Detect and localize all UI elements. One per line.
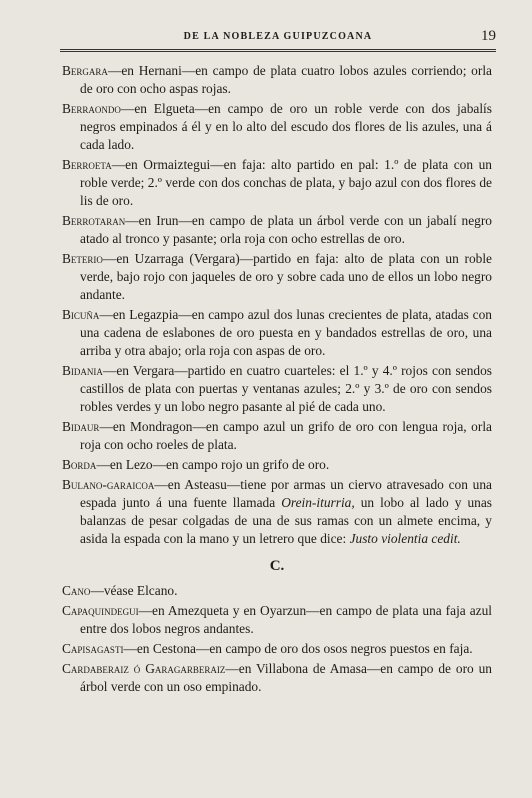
entry-italic-name: Orein-iturria,: [281, 495, 355, 510]
entry-text: —en Irun—en campo de plata un árbol verde con un jabalí negro atado al tronco y pasante; orla roja con ocho estrellas de oro.: [80, 213, 492, 246]
entry-text: —en Legazpia—en campo azul dos lunas crecientes de plata, atadas con una cadena de eslabones de oro puesta en y bandados estrellas de oro, una arriba y otra abajo; orla roja con aspas de oro.: [80, 307, 492, 358]
entry-text: —véase Elcano.: [90, 583, 178, 598]
entry: [62, 640, 492, 658]
running-title: DE LA NOBLEZA GUIPUZCOANA: [183, 31, 373, 42]
entry-text: —en Amezqueta y en Oyarzun—en campo de plata una faja azul entre dos lobos negros andantes.: [80, 603, 492, 636]
entry: [62, 306, 492, 360]
entry-text: —en Vergara—partido en cuatro cuarteles: el 1.º y 4.º rojos con sendos castillos de plata con puertas y ventanas azules; 2.º y 3.º de oro con sendos robles verdes y un lobo negro pasante al pié de cada uno.: [80, 363, 492, 414]
entry-bulano-garaicoa: [62, 476, 492, 548]
entries-group-b: [62, 62, 492, 474]
entry-text: —en Mondragon—en campo azul un grifo de oro con lengua roja, orla roja con ocho roeles de plata.: [80, 419, 492, 452]
entry-text: —en Cestona—en campo de oro dos osos negros puestos en faja.: [123, 641, 473, 656]
entry: [62, 456, 492, 474]
entry-surname: Berrotaran: [62, 213, 126, 228]
entry-surname: Capisagasti: [62, 641, 124, 656]
entry: [62, 602, 492, 638]
entry-surname: Bergara: [62, 63, 108, 78]
page-number: 19: [481, 28, 496, 44]
entry-surname: Capaquindegui: [62, 603, 139, 618]
entry-text: —en Elgueta—en campo de oro un roble verde con dos jabalís negros empinados á él y en lo alto del escudo dos flores de lis azules, una á cada lado.: [80, 101, 492, 152]
entry-motto: Justo violentia cedit.: [349, 531, 461, 546]
page-content: [62, 62, 492, 698]
header-rule: [60, 49, 496, 52]
section-letter: C.: [269, 558, 285, 574]
entry-surname: Bicuña: [62, 307, 100, 322]
entry-text: —en Asteasu—tiene por armas un ciervo atravesado con una espada junto á una fuente llamada: [80, 477, 492, 510]
entry-surname: Bulano-garaicoa: [62, 477, 155, 492]
entry-text: —en Lezo—en campo rojo un grifo de oro.: [96, 457, 330, 472]
entry: [62, 418, 492, 454]
entry-surname: Beterio: [62, 251, 103, 266]
entry-text: un lobo al lado y unas balanzas de pesar colgadas de una de sus ramas con un almete encima, y asida la espada con la mano y un letrero que dice:: [80, 495, 492, 546]
entry: [62, 250, 492, 304]
entry: [62, 362, 492, 416]
entry-surname: Bidaur: [62, 419, 100, 434]
entry-surname: Berroeta: [62, 157, 112, 172]
entry: [62, 582, 492, 600]
entry-text: —en Ormaiztegui—en faja: alto partido en pal: 1.º de plata con un roble verde; 2.º verde con dos conchas de plata, y bajo azul con dos flores de lis de oro.: [80, 157, 492, 208]
entry: [62, 156, 492, 210]
entry-surname: Berraondo: [62, 101, 121, 116]
entry-surname: Bidania: [62, 363, 103, 378]
page-header: [60, 29, 496, 47]
entry: [62, 212, 492, 248]
entry-surname: Cano: [62, 583, 91, 598]
entries-group-c: [62, 582, 492, 696]
entry-surname: Cardaberaiz ó Garagarberaiz: [62, 661, 226, 676]
entry-surname: Borda: [62, 457, 97, 472]
entry-text: —en Hernani—en campo de plata cuatro lobos azules corriendo; orla de oro con ocho aspas rojas.: [80, 63, 492, 96]
entry: [62, 660, 492, 696]
entry: [62, 100, 492, 154]
entry-text: —en Uzarraga (Vergara)—partido en faja: alto de plata con un roble verde, bajo rojo con jaqueles de oro y sobre cada uno de ellos un lobo negro andante.: [80, 251, 492, 302]
entry: [62, 62, 492, 98]
entry-text: —en Villabona de Amasa—en campo de oro un árbol verde con un oso empinado.: [80, 661, 492, 694]
